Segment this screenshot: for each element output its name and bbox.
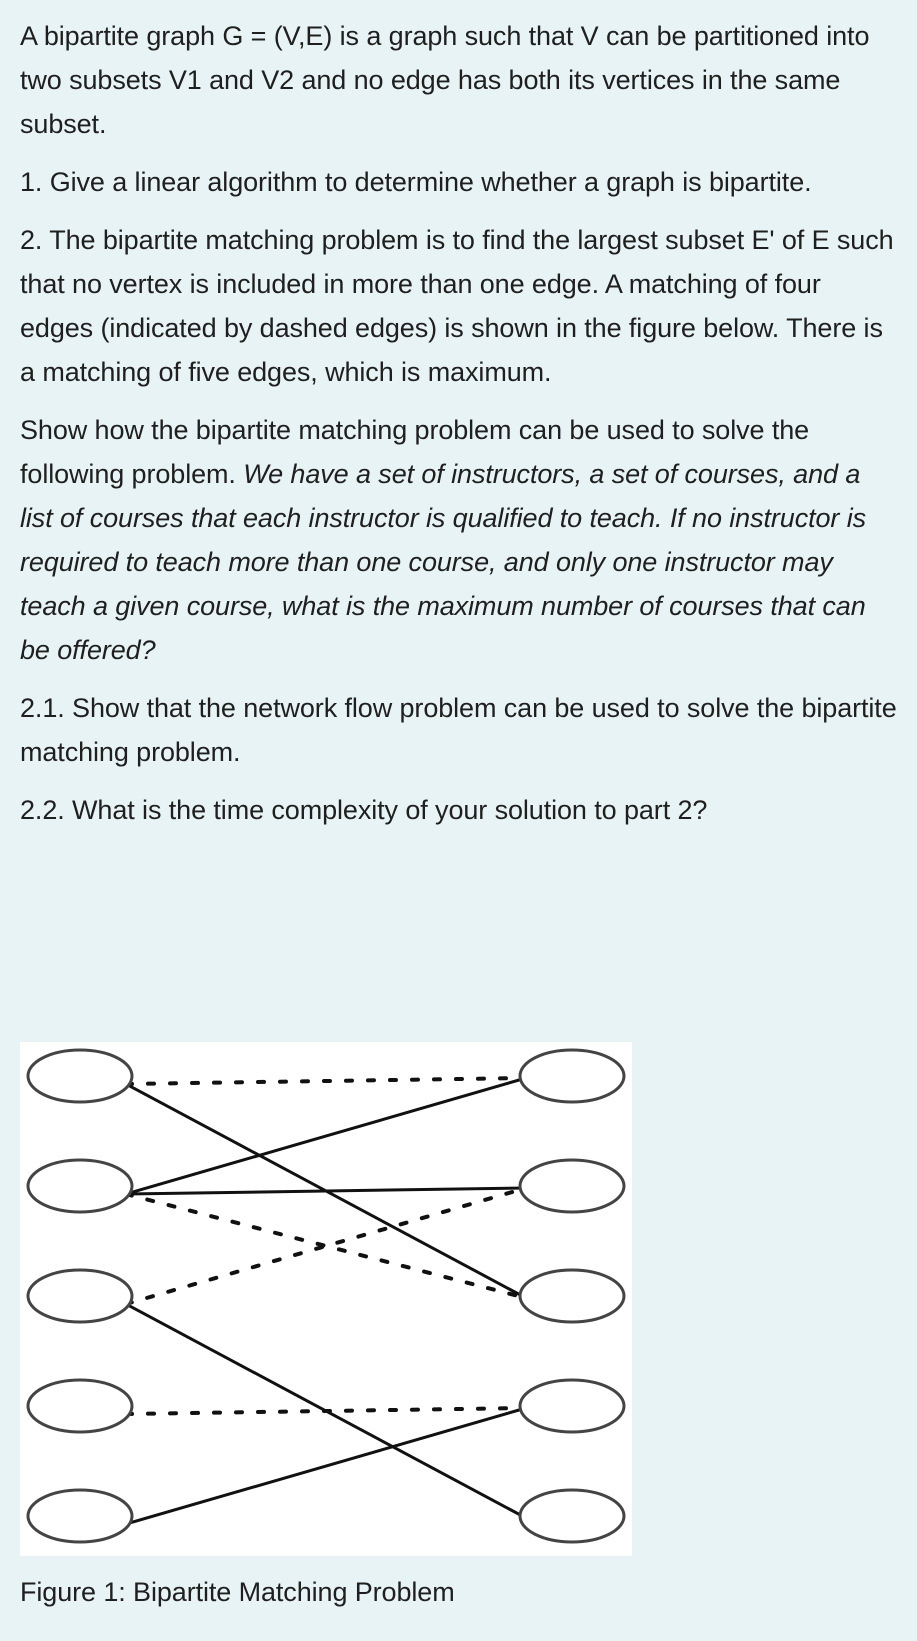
vertex-L5 [28, 1490, 132, 1542]
question-2: 2. The bipartite matching problem is to find the largest subset E' of E such that no vertex is included in more than one edge. A matching of four edges (indicated by dashed edges) is shown in the figure below. There is a matching of five edges, which is maximum. [20, 225, 894, 387]
intro-paragraph: A bipartite graph G = (V,E) is a graph such that V can be partitioned into two subsets V1 and V2 and no edge has both its vertices in the same subset. [20, 21, 870, 139]
vertex-L3 [28, 1270, 132, 1322]
solid-edge-L5-R4 [126, 1408, 526, 1524]
vertex-R5 [520, 1490, 624, 1542]
vertex-L2 [28, 1160, 132, 1212]
question-2-2: 2.2. What is the time complexity of your solution to part 2? [20, 795, 708, 825]
question-1: 1. Give a linear algorithm to determine whether a graph is bipartite. [20, 167, 812, 197]
solid-edge-L2-R1 [126, 1078, 526, 1194]
bipartite-graph-svg [20, 1042, 632, 1556]
vertex-L4 [28, 1380, 132, 1432]
show-paragraph [20, 408, 900, 672]
show-italic: We have a set of instructors, a set of courses, and a list of courses that each instructor is qualified to teach. If no instructor is required to teach more than one course, and only one instructor may teach a given course, what is the maximum number of courses that can be offered? [20, 459, 867, 665]
bipartite-figure [20, 1042, 632, 1556]
vertex-L1 [28, 1050, 132, 1102]
vertex-R1 [520, 1050, 624, 1102]
vertex-R4 [520, 1380, 624, 1432]
question-2-1: 2.1. Show that the network flow problem can be used to solve the bipartite matching problem. [20, 693, 897, 767]
dashed-edge-L4-R4 [126, 1408, 526, 1414]
dashed-edge-L3-R2 [126, 1188, 526, 1304]
solid-edge-L2-R2 [126, 1188, 526, 1194]
problem-text [20, 14, 900, 846]
dashed-edge-L1-R1 [126, 1078, 526, 1084]
figure-caption: Figure 1: Bipartite Matching Problem [20, 1577, 455, 1607]
show-lead: Show how the bipartite matching problem can be used to solve the following problem. [20, 415, 810, 489]
dashed-edge-L2-R3 [126, 1194, 526, 1298]
vertex-R2 [520, 1160, 624, 1212]
vertex-R3 [520, 1270, 624, 1322]
